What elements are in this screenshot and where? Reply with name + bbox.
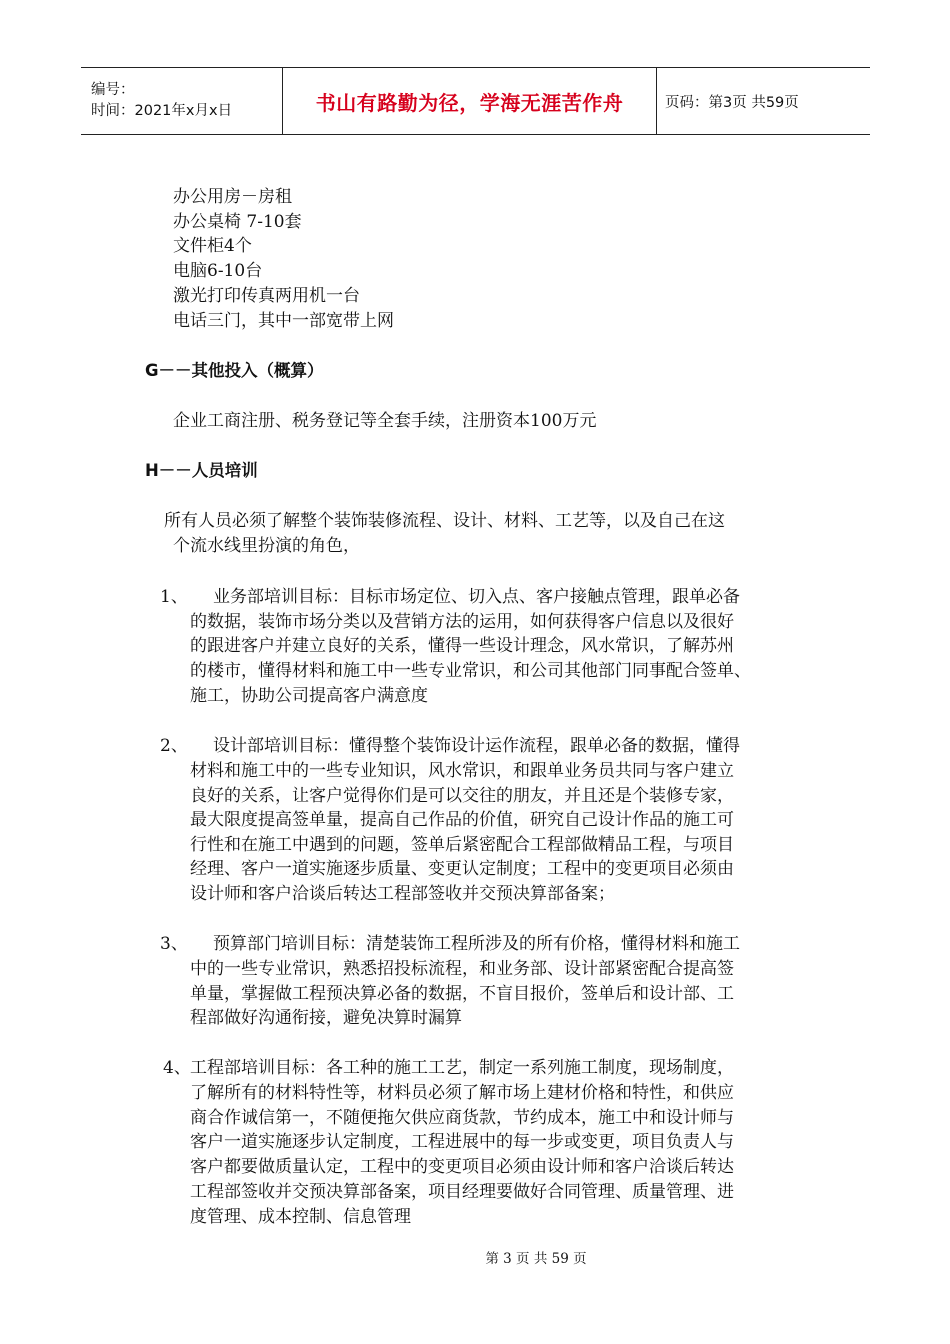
item-line: 设计部培训目标：懂得整个装饰设计运作流程，跟单必备的数据，懂得	[213, 736, 740, 756]
equipment-item: 激光打印传真两用机一台	[173, 286, 360, 306]
item-line: 商合作诚信第一，不随便拖欠供应商货款，节约成本，施工中和设计师与	[190, 1108, 734, 1128]
footer-page-number: 第 3 页 共 59 页	[485, 1251, 587, 1267]
equipment-item: 电脑6-10台	[173, 261, 263, 281]
item-number: 4、	[163, 1058, 191, 1078]
item-line: 的楼市，懂得材料和施工中一些专业常识，和公司其他部门同事配合签单、	[190, 661, 751, 681]
item-line: 经理、客户一道实施逐步质量、变更认定制度；工程中的变更项目必须由	[190, 859, 734, 879]
item-line: 施工，协助公司提高客户满意度	[190, 686, 428, 706]
item-number: 1、	[160, 587, 188, 607]
item-line: 材料和施工中的一些专业知识，风水常识，和跟单业务员共同与客户建立	[190, 761, 734, 781]
page-number-info: 页码：第3页 共59页	[665, 94, 799, 111]
item-number: 2、	[160, 736, 188, 756]
header-meta	[81, 68, 283, 134]
item-line: 工程部培训目标：各工种的施工工艺，制定一系列施工制度，现场制度，	[190, 1058, 734, 1078]
item-line: 客户一道实施逐步认定制度，工程进展中的每一步或变更，项目负责人与	[190, 1132, 734, 1152]
equipment-item: 文件柜4个	[173, 236, 252, 256]
item-line: 的跟进客户并建立良好的关系，懂得一些设计理念，风水常识，了解苏州	[190, 636, 734, 656]
item-line: 了解所有的材料特性等，材料员必须了解市场上建材价格和特性，和供应	[190, 1083, 734, 1103]
item-line: 中的一些专业常识，熟悉招投标流程，和业务部、设计部紧密配合提高签	[190, 959, 734, 979]
intro-line: 所有人员必须了解整个装饰装修流程、设计、材料、工艺等，以及自己在这	[164, 511, 725, 531]
item-line: 度管理、成本控制、信息管理	[190, 1207, 411, 1227]
document-date: 时间：2021年x月x日	[91, 103, 233, 119]
item-line: 设计师和客户洽谈后转达工程部签收并交预决算部备案；	[190, 884, 615, 904]
equipment-item: 电话三门，其中一部宽带上网	[173, 311, 394, 331]
item-line: 的数据，装饰市场分类以及营销方法的运用，如何获得客户信息以及很好	[190, 612, 734, 632]
header-page-info	[657, 68, 870, 134]
item-line: 预算部门培训目标：清楚装饰工程所涉及的所有价格，懂得材料和施工	[213, 934, 740, 954]
item-line: 工程部签收并交预决算部备案，项目经理要做好合同管理、质量管理、进	[190, 1182, 734, 1202]
item-line: 业务部培训目标：目标市场定位、切入点、客户接触点管理，跟单必备	[213, 587, 740, 607]
equipment-item: 办公用房－房租	[173, 187, 292, 207]
section-g-text: 企业工商注册、税务登记等全套手续，注册资本100万元	[173, 411, 597, 431]
page-footer	[0, 1247, 950, 1267]
document-number-label: 编号：	[91, 82, 135, 98]
item-line: 单量，掌握做工程预决算必备的数据，不盲目报价，签单后和设计部、工	[190, 984, 734, 1004]
item-line: 良好的关系，让客户觉得你们是可以交往的朋友，并且还是个装修专家，	[190, 786, 734, 806]
header-motto-cell	[283, 68, 657, 134]
page-header	[81, 67, 870, 135]
item-line: 行性和在施工中遇到的问题，签单后紧密配合工程部做精品工程，与项目	[190, 835, 734, 855]
intro-line: 个流水线里扮演的角色，	[173, 536, 360, 556]
section-g-heading: G－－其他投入（概算）	[145, 361, 324, 380]
equipment-item: 办公桌椅 7-10套	[173, 212, 302, 232]
item-line: 程部做好沟通衔接，避免决算时漏算	[190, 1008, 462, 1028]
motto: 书山有路勤为径，学海无涯苦作舟	[315, 90, 624, 115]
item-line: 客户都要做质量认定，工程中的变更项目必须由设计师和客户洽谈后转达	[190, 1157, 734, 1177]
item-number: 3、	[160, 934, 188, 954]
item-line: 最大限度提高签单量，提高自己作品的价值，研究自己设计作品的施工可	[190, 810, 734, 830]
section-h-heading: H－－人员培训	[145, 461, 258, 480]
